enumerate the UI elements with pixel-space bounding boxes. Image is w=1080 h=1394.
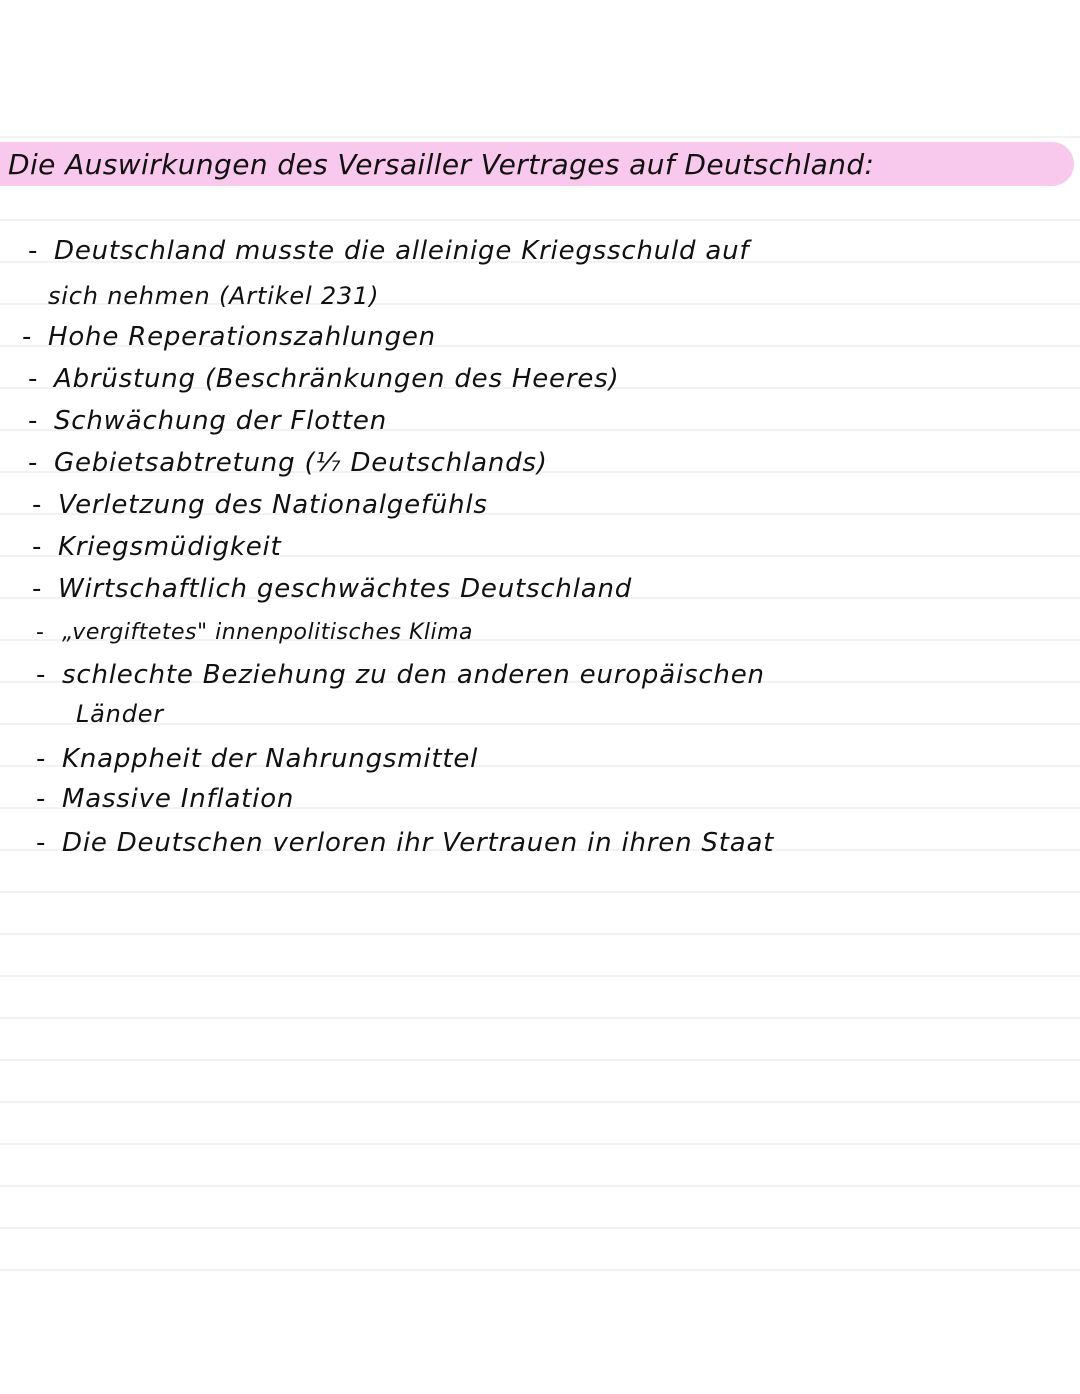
list-item — [36, 660, 765, 690]
bullet-dash: - — [28, 448, 39, 478]
bullet-dash: - — [36, 828, 47, 858]
list-item-text: Abrüstung (Beschränkungen des Heeres) — [54, 364, 620, 394]
list-item-text: schlechte Beziehung zu den anderen europäischen — [62, 660, 765, 690]
list-item — [28, 448, 548, 478]
list-item-text: Hohe Reperationszahlungen — [48, 322, 436, 352]
page-title: Die Auswirkungen des Versailler Vertrages auf Deutschland: — [8, 148, 875, 181]
list-item — [28, 364, 619, 394]
list-item-text: Die Deutschen verloren ihr Vertrauen in ihren Staat — [62, 828, 775, 858]
bullet-dash: - — [36, 660, 47, 690]
list-item — [36, 744, 478, 774]
bullet-dash: - — [36, 744, 47, 774]
list-item-text: Gebietsabtretung (⅐ Deutschlands) — [54, 448, 548, 478]
list-item — [22, 322, 436, 352]
list-item-text: Verletzung des Nationalgefühls — [58, 490, 488, 520]
bullet-dash: - — [28, 364, 39, 394]
bullet-dash: - — [32, 574, 43, 604]
bullet-dash: - — [32, 532, 43, 562]
bullet-dash: - — [28, 406, 39, 436]
list-item — [28, 236, 749, 266]
list-item-text: Schwächung der Flotten — [54, 406, 387, 436]
bullet-dash: - — [28, 236, 39, 266]
list-item — [36, 828, 774, 858]
bullet-dash: - — [32, 490, 43, 520]
list-item-continuation — [48, 282, 379, 310]
bullet-dash: - — [36, 784, 47, 814]
list-item — [28, 406, 387, 436]
list-item — [32, 490, 488, 520]
list-item — [32, 532, 282, 562]
list-item-text: Kriegsmüdigkeit — [58, 532, 282, 562]
list-item-text: Massive Inflation — [62, 784, 295, 814]
bullet-dash: - — [36, 620, 45, 645]
list-item-text: „vergiftetes" innenpolitisches Klima — [62, 620, 474, 645]
list-item — [36, 618, 473, 648]
list-item — [36, 784, 294, 814]
bullet-dash: - — [22, 322, 33, 352]
list-item-continuation — [76, 700, 164, 728]
list-item-text: sich nehmen (Artikel 231) — [48, 282, 380, 310]
list-item-text: Knappheit der Nahrungsmittel — [62, 744, 479, 774]
list-item-text: Deutschland musste die alleinige Kriegsschuld auf — [54, 236, 750, 266]
list-item-text: Wirtschaftlich geschwächtes Deutschland — [58, 574, 633, 604]
list-item-text: Länder — [76, 700, 164, 728]
list-item — [32, 574, 632, 604]
